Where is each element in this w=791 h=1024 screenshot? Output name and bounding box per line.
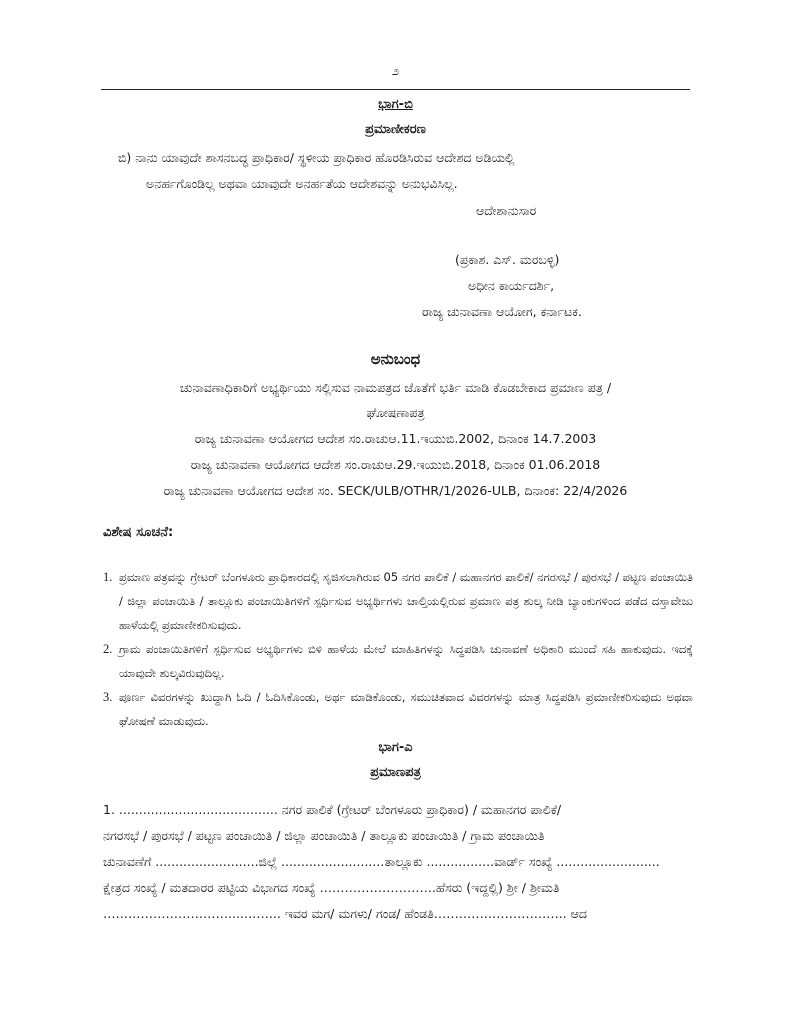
- part-b-paragraph-line2: ಅನರ್ಹಗೊಂಡಿಲ್ಲ ಅಥವಾ ಯಾವುದೇ ಅನರ್ಹತೆಯ ಆದೇಶವನ್ನು ಅನುಭವಿಸಿಲ್ಲ.: [146, 176, 458, 191]
- form-line: …………………………....……... ಇವರ ಮಗ/ ಮಗಳು/ ಗಂಡ/ ಹೆಂಡತಿ………………………….. ಆದ: [103, 906, 587, 921]
- part-b-paragraph-line1: ಬಿ) ನಾನು ಯಾವುದೇ ಶಾಸನಬದ್ಧ ಪ್ರಾಧಿಕಾರ/ ಸ್ಥಳೀಯ ಪ್ರಾಧಿಕಾರ ಹೊರಡಿಸಿರುವ ಆದೇಶದ ಅಡಿಯಲ್ಲಿ: [118, 150, 515, 165]
- list-item-number: 3.: [103, 690, 113, 704]
- signatory-designation: ಅಧೀನ ಕಾರ್ಯದರ್ಶಿ,: [468, 278, 555, 293]
- form-line: 1. ........................................ ನಗರ ಪಾಲಿಕೆ (ಗ್ರೇಟರ್ ಬೆಂಗಳೂರು ಪ್ರಾಧಿಕಾರ) / ಮಹಾನಗರ ಪಾಲಿಕೆ/: [103, 802, 562, 817]
- list-item-number: 1.: [103, 570, 113, 584]
- list-item: [103, 685, 693, 733]
- list-item: [103, 565, 693, 637]
- list-item-text: ಗ್ರಾಮ ಪಂಚಾಯಿತಿಗಳಿಗೆ ಸ್ಪರ್ಧಿಸುವ ಅಭ್ಯರ್ಥಿಗಳು ಬಿಳಿ ಹಾಳೆಯ ಮೇಲೆ ಮಾಹಿತಿಗಳನ್ನು ಸಿದ್ಧಪಡಿಸಿ ಚುನಾವಣೆ ಅಧಿಕಾರಿ ಮುಂದೆ ಸಹಿ ಹಾಕುವುದು. ಇದಕ್ಕೆ ಯಾವುದೇ ಶುಲ್ಕವಿರುವುದಿಲ್ಲ.: [119, 642, 693, 680]
- page-number: ೨: [391, 64, 400, 79]
- list-item-number: 2.: [103, 642, 113, 656]
- header-rule: [101, 89, 690, 90]
- annexure-desc-line1: ಚುನಾವಣಾಧಿಕಾರಿಗೆ ಅಭ್ಯರ್ಥಿಯು ಸಲ್ಲಿಸುವ ನಾಮಪತ್ರದ ಜೊತೆಗೆ ಭರ್ತಿ ಮಾಡಿ ಕೊಡಬೇಕಾದ ಪ್ರಮಾಣ ಪತ್ರ /: [179, 380, 612, 395]
- annexure-order-3: ರಾಜ್ಯ ಚುನಾವಣಾ ಆಯೋಗದ ಆದೇಶ ಸಂ. SECK/ULB/OTHR/1/2026-ULB, ದಿನಾಂಕ: 22/4/2026: [163, 483, 628, 498]
- special-notes-list: [103, 565, 693, 733]
- certificate-form: [103, 797, 693, 927]
- form-line: ಕ್ಷೇತ್ರದ ಸಂಖ್ಯೆ / ಮತದಾರರ ಪಟ್ಟಿಯ ವಿಭಾಗದ ಸಂಖ್ಯೆ ……………………….ಹೆಸರು (ಇದ್ದಲ್ಲಿ) ಶ್ರೀ / ಶ್ರೀಮತಿ: [103, 880, 560, 895]
- annexure-order-1: ರಾಜ್ಯ ಚುನಾವಣಾ ಆಯೋಗದ ಆದೇಶ ಸಂ.ರಾಚುಆ.11.ಇಯುಬಿ.2002, ದಿನಾಂಕ 14.7.2003: [194, 431, 597, 446]
- part-b-paragraph: [118, 145, 692, 197]
- annexure-order-2: ರಾಜ್ಯ ಚುನಾವಣಾ ಆಯೋಗದ ಆದೇಶ ಸಂ.ರಾಚುಆ.29.ಇಯುಬಿ.2018, ದಿನಾಂಕ 01.06.2018: [190, 457, 601, 472]
- signatory-office: ರಾಜ್ಯ ಚುನಾವಣಾ ಆಯೋಗ, ಕರ್ನಾಟಕ.: [422, 304, 582, 319]
- list-item-text: ಪ್ರಮಾಣ ಪತ್ರವನ್ನು ಗ್ರೇಟರ್ ಬೆಂಗಳೂರು ಪ್ರಾಧಿಕಾರದಲ್ಲಿ ಸೃಜಿಸಲಾಗಿರುವ 05 ನಗರ ಪಾಲಿಕೆ / ಮಹಾನಗರ ಪಾಲಿಕೆ/ ನಗರಸಭೆ / ಪುರಸಭೆ / ಪಟ್ಟಣ ಪಂಚಾಯಿತಿ / ಜಿಲ್ಲಾ ಪಂಚಾಯಿತಿ / ತಾಲ್ಲೂಕು ಪಂಚಾಯಿತಿಗಳಿಗೆ ಸ್ಪರ್ಧಿಸುವ ಅಭ್ಯರ್ಥಿಗಳು ಚಾಲ್ತಿಯಲ್ಲಿರುವ ಪ್ರಮಾಣ ಪತ್ರ ಶುಲ್ಕ ನೀಡಿ ಬ್ಯಾಂಕುಗಳಿಂದ ಪಡೆದ ದಸ್ತಾವೇಜು ಹಾಳೆಯಲ್ಲಿ ಪ್ರಮಾಣೀಕರಿಸುವುದು.: [119, 570, 693, 632]
- part-a-heading: ಭಾಗ-ಎ: [378, 740, 413, 755]
- signatory-name: (ಪ್ರಕಾಶ. ಎಸ್. ಮರಬಳ್ಳಿ): [455, 252, 560, 267]
- special-notes-heading: ವಿಶೇಷ ಸೂಚನೆ:: [103, 525, 174, 540]
- part-a-subheading: ಪ್ರಮಾಣಪತ್ರ: [370, 765, 421, 780]
- part-b-subheading: ಪ್ರಮಾಣೀಕರಣ: [365, 122, 426, 137]
- by-order-label: ಆದೇಶಾನುಸಾರ: [476, 203, 537, 218]
- annexure-desc-line2: ಘೋಷಣಾಪತ್ರ: [366, 405, 425, 420]
- part-b-heading: [0, 97, 791, 112]
- form-line: ನಗರಸಭೆ / ಪುರಸಭೆ / ಪಟ್ಟಣ ಪಂಚಾಯಿತಿ / ಜಿಲ್ಲಾ ಪಂಚಾಯಿತಿ / ತಾಲ್ಲೂಕು ಪಂಚಾಯಿತಿ / ಗ್ರಾಮ ಪಂಚಾಯಿತಿ: [103, 828, 545, 843]
- form-line: ಚುನಾವಣೆಗೆ ..........................ಜಿಲ್ಲೆ ..........................ತಾಲ್ಲೂಕು .................ವಾರ್ಡ್ ಸಂಖ್ಯೆ ..........................: [103, 854, 660, 869]
- list-item: [103, 637, 693, 685]
- list-item-text: ಪೂರ್ಣ ವಿವರಗಳನ್ನು ಖುದ್ದಾಗಿ ಓದಿ / ಓದಿಸಿಕೊಂಡು, ಅರ್ಥ ಮಾಡಿಕೊಂಡು, ಸಮುಚಿತವಾದ ವಿವರಗಳನ್ನು ಮಾತ್ರ ಸಿದ್ಧಪಡಿಸಿ ಪ್ರಮಾಣೀಕರಿಸುವುದು ಅಥವಾ ಘೋಷಣೆ ಮಾಡುವುದು.: [119, 690, 693, 728]
- part-b-heading-text: ಭಾಗ-ಬಿ: [378, 97, 413, 112]
- annexure-title: ಅನುಬಂಧ: [370, 350, 421, 368]
